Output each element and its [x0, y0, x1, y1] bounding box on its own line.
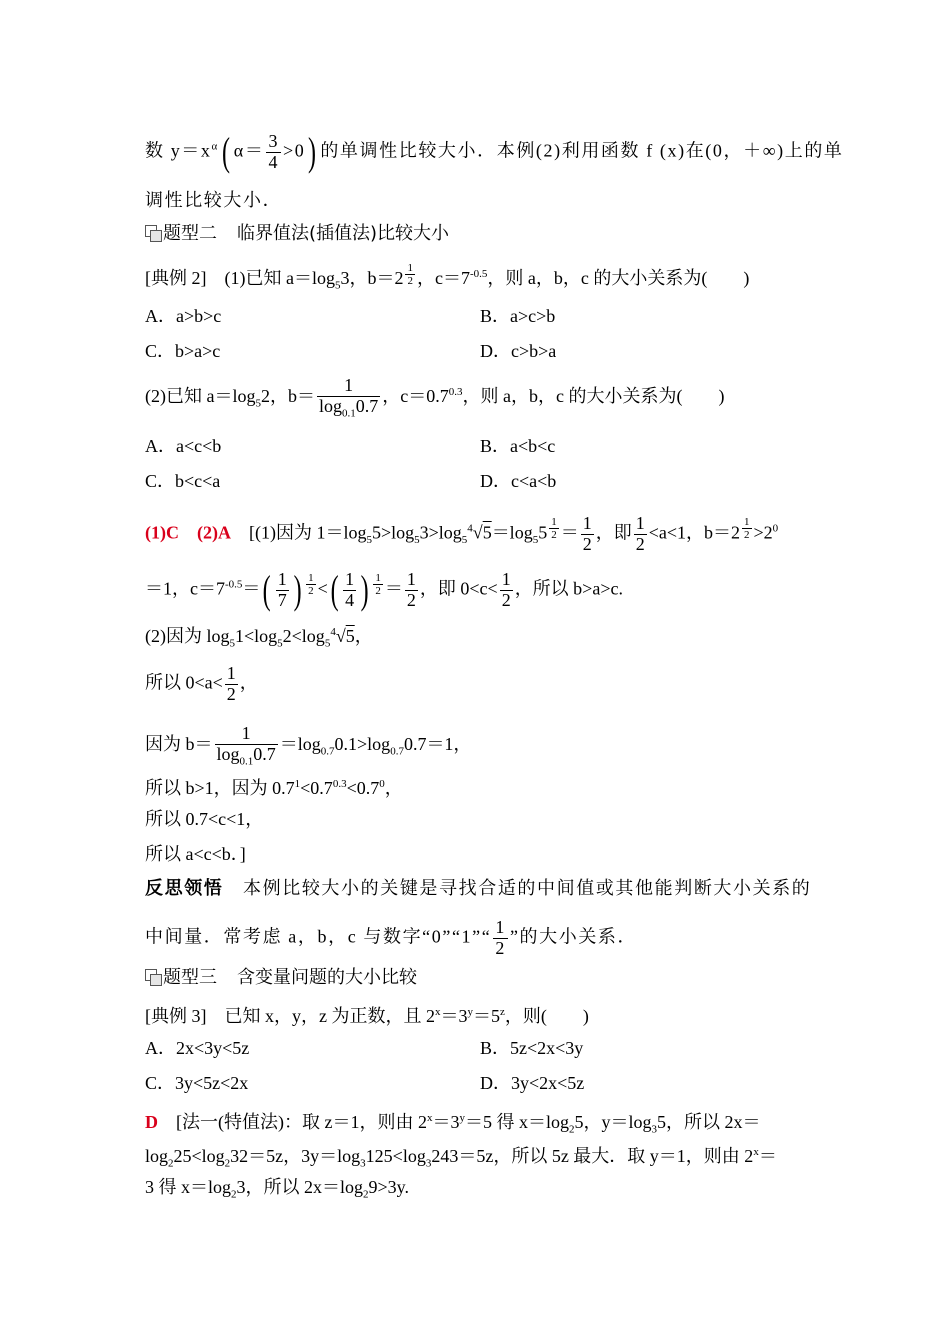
option-a[interactable]: A．a>b>c	[145, 306, 222, 326]
radical-icon: √	[335, 626, 346, 646]
option-d[interactable]: D．c<a<b	[480, 471, 557, 491]
option-b[interactable]: B．a>c>b	[480, 306, 556, 326]
answer-1: (1)C	[145, 522, 179, 543]
solution2-line3: (2)因为 $\log_51<\log_52<\log_5^4√5$，	[145, 626, 373, 650]
solution3-line2: $\log_225<\log_232=5z$，$3y=\log_3125<\log_3243=5z$，所以 5z 最大．取 y＝1，则由 $2^x=$	[145, 1146, 777, 1170]
option-c[interactable]: C．b<c<a	[145, 471, 221, 491]
intro-line-2: 调性比较大小．	[145, 190, 283, 210]
reflection-line2: 中间量．常考虑 a，b，c 与数字“0”“1”“ $\frac{1}{2}$ ”的大小关系．	[145, 917, 638, 958]
option-d[interactable]: D．3y<2x<5z	[480, 1073, 585, 1093]
solution3-line3: 3 得 $x=\log_23$，所以 $2x=\log_29>3y$.	[145, 1177, 410, 1201]
solution2-line8: 所以 a<c<b．]	[145, 844, 246, 864]
option-b[interactable]: B．5z<2x<3y	[480, 1038, 584, 1058]
option-d[interactable]: D．c>b>a	[480, 341, 557, 361]
section-heading-type3: 题型三 含变量问题的大小比较	[145, 966, 417, 990]
radical-icon: √	[472, 522, 483, 543]
solution2-line5: 因为 b＝ $\frac{1}{\log_{0.1}0.7}$ $=\log_{0.7}0.1>\log_{0.7}0.7=1$，	[145, 723, 472, 768]
solution2-line4: 所以 0<a< $\frac{1}{2}$ ，	[145, 663, 258, 704]
option-b[interactable]: B．a<b<c	[480, 436, 556, 456]
example2-question2: (2)已知 $a=\log_52$，b＝ $\frac{1}{\log_{0.1}0.7}$ ，$c=0.7^{0.3}$，则 a，b，c 的大小关系为( )	[145, 375, 725, 420]
option-a[interactable]: A．2x<3y<5z	[145, 1038, 250, 1058]
reflection-line1: 反思领悟 本例比较大小的关键是寻找合适的中间值或其他能判断大小关系的	[145, 878, 812, 899]
option-c[interactable]: C．b>a>c	[145, 341, 221, 361]
solution2-line1: (1)C (2)A [(1)因为 $1=\log_55>\log_53>\log_5^4√5=\log_55$ $^{\frac{1}{2}}$ ＝ $\frac{1}{2}$ ，即 $\frac{1}{2}$ <a<1，b＝2 $^{\frac{1}{2}}$ $>2^0$	[145, 513, 779, 554]
option-c[interactable]: C．3y<5z<2x	[145, 1073, 249, 1093]
solution2-line7: 所以 0.7<c<1，	[145, 809, 264, 829]
answer-2: (2)A	[197, 522, 231, 543]
example2-question1: [典例 2] (1)已知 $a=\log_53$，b＝2 $^{\frac{1}{2}}$ ，$c=7^{-0.5}$，则 a，b，c 的大小关系为( )	[145, 262, 750, 292]
solution2-line6: 所以 b>1，因为 $0.7^1<0.7^{0.3}<0.7^0$，	[145, 778, 403, 798]
option-a[interactable]: A．a<c<b	[145, 436, 222, 456]
example3-question: [典例 3] 已知 x，y，z 为正数，且 $2^x=3^y=5^z$，则( )	[145, 1006, 589, 1026]
section-heading-type2: 题型二 临界值法(插值法)比较大小	[145, 222, 449, 246]
solution2-line2: ＝1，$c=7^{-0.5}=$( $\frac{1}{7}$ ) $^{\frac{1}{2}}$ <( $\frac{1}{4}$ ) $^{\frac{1}{2}}$ ＝ $\frac{1}{2}$ ，即 0<c< $\frac{1}{2}$ ，所以 b>a>c.	[145, 567, 623, 613]
answer-3: D	[145, 1112, 158, 1132]
intro-line-1: 数 $y=x^\alpha$( α＝ $\frac{3}{4}$ >0) 的单调性比较大小．本例(2)利用函数 f (x)在(0，＋∞)上的单	[145, 129, 844, 175]
solution3-line1: D [法一(特值法)：取 z＝1，则由 $2^x=3^y=5$ 得 $x=\log_25$，$y=\log_35$，所以 2x＝	[145, 1112, 761, 1136]
section-marker-icon	[145, 969, 161, 985]
section-marker-icon	[145, 225, 161, 241]
